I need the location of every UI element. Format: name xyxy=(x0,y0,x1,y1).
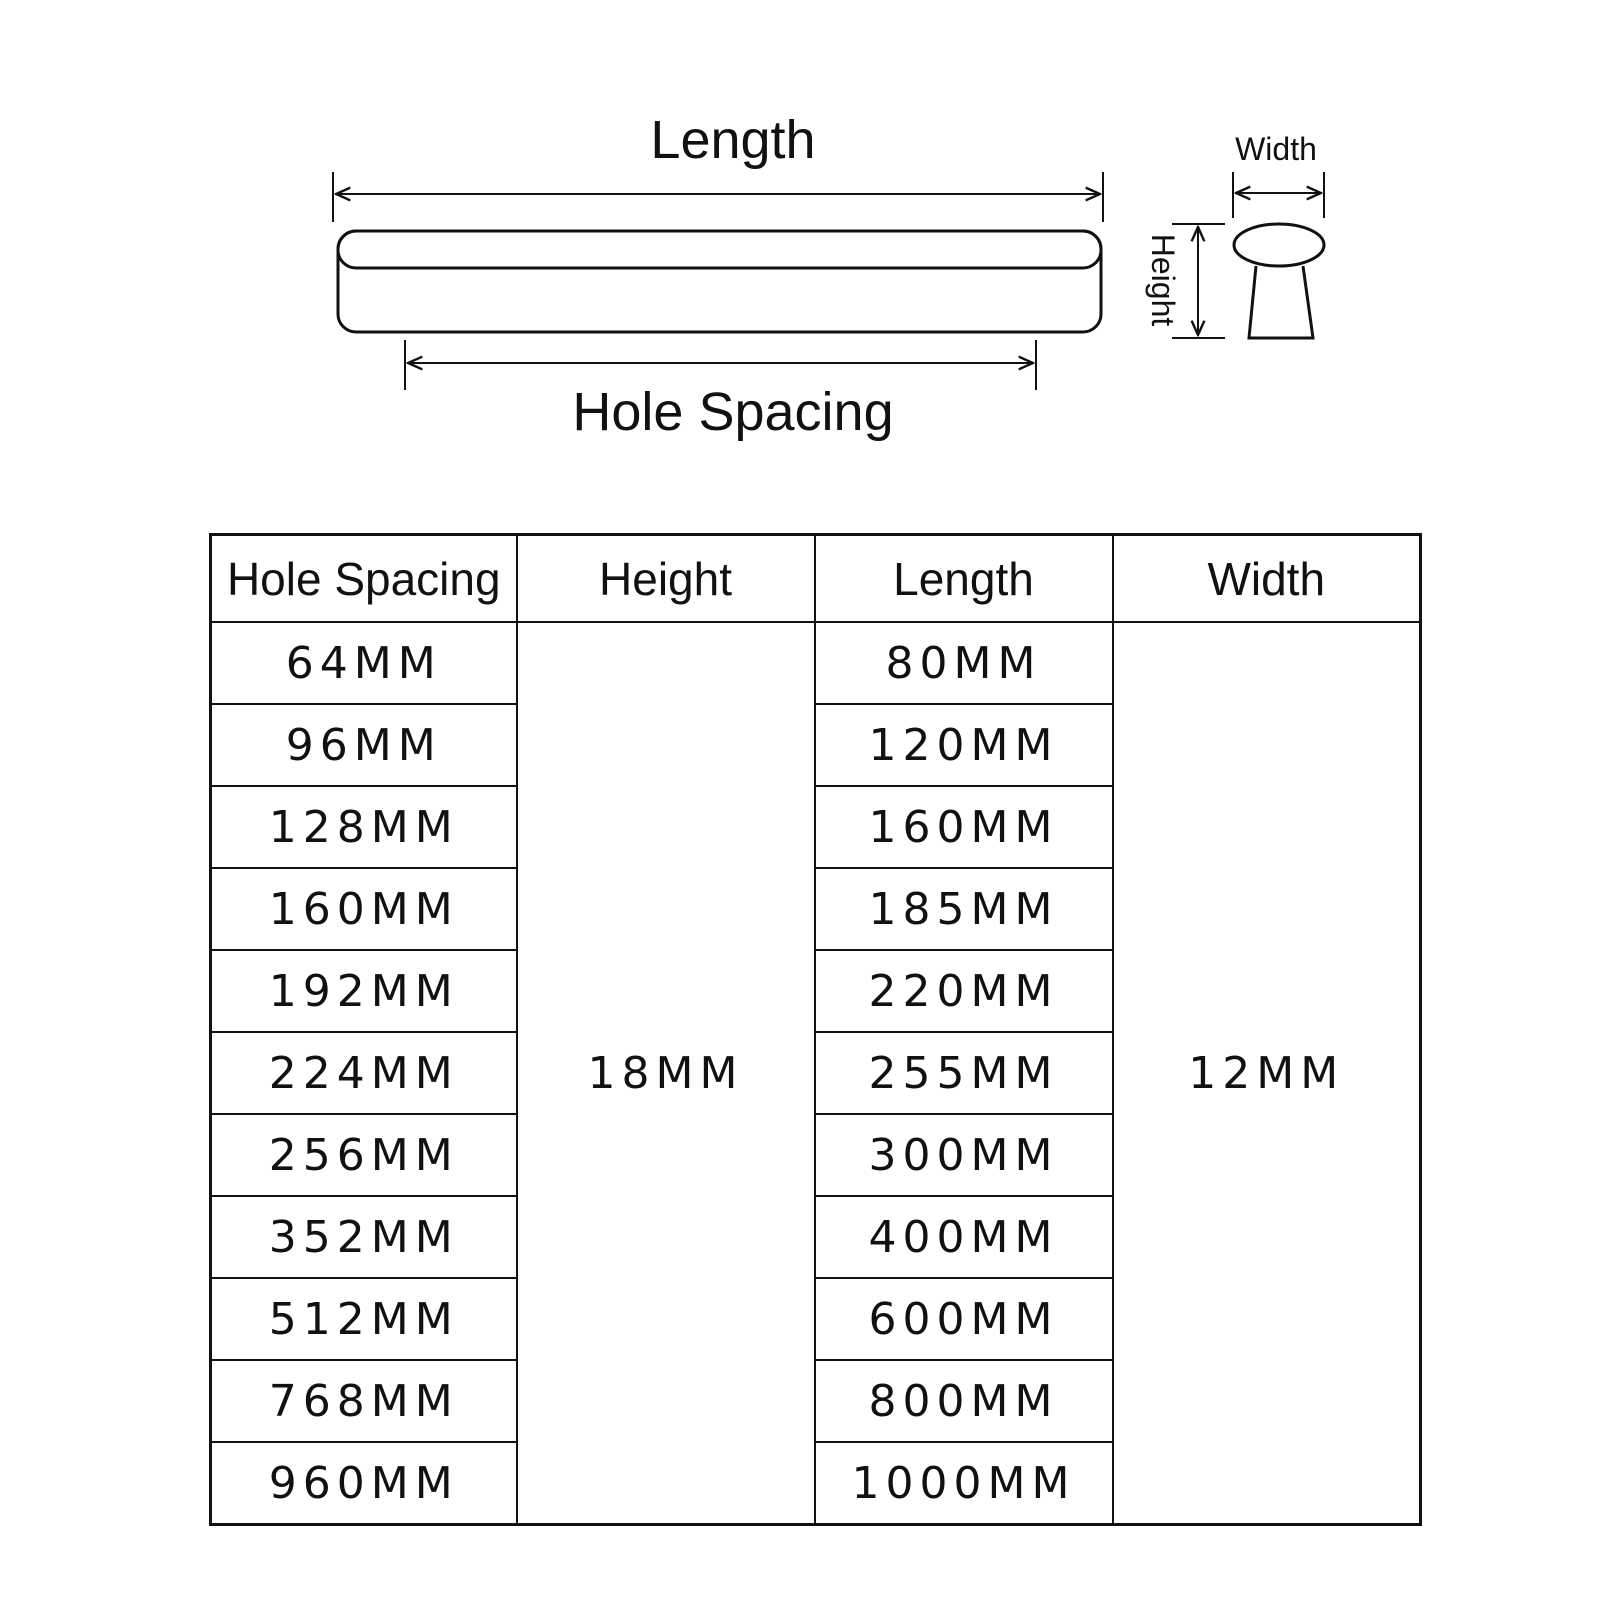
hole-spacing-cell: 64MM xyxy=(211,622,517,704)
length-cell: 120MM xyxy=(815,704,1113,786)
hole-spacing-cell: 224MM xyxy=(211,1032,517,1114)
height-cell: 18MM xyxy=(517,622,815,1525)
hole-spacing-cell: 512MM xyxy=(211,1278,517,1360)
length-label: Length xyxy=(650,110,816,170)
length-cell: 80MM xyxy=(815,622,1113,704)
hole-spacing-cell: 256MM xyxy=(211,1114,517,1196)
table-header-row xyxy=(211,535,1421,623)
header-height: Height xyxy=(517,535,815,623)
width-cell: 12MM xyxy=(1113,622,1421,1525)
header-length: Length xyxy=(815,535,1113,623)
length-cell: 255MM xyxy=(815,1032,1113,1114)
length-cell: 185MM xyxy=(815,868,1113,950)
handle-end-view xyxy=(1234,224,1324,338)
length-cell: 600MM xyxy=(815,1278,1113,1360)
hole-spacing-cell: 768MM xyxy=(211,1360,517,1442)
height-label: Height xyxy=(1145,233,1181,327)
length-cell: 220MM xyxy=(815,950,1113,1032)
hole-spacing-cell: 192MM xyxy=(211,950,517,1032)
hole-spacing-cell: 128MM xyxy=(211,786,517,868)
table-row xyxy=(211,622,1421,704)
handle-dimension-diagram xyxy=(0,0,1600,480)
length-cell: 160MM xyxy=(815,786,1113,868)
handle-side-view xyxy=(338,231,1101,332)
length-cell: 800MM xyxy=(815,1360,1113,1442)
hole-spacing-cell: 352MM xyxy=(211,1196,517,1278)
width-label: Width xyxy=(1235,131,1317,167)
header-width: Width xyxy=(1113,535,1421,623)
hole-spacing-cell: 960MM xyxy=(211,1442,517,1525)
length-cell: 400MM xyxy=(815,1196,1113,1278)
header-hole-spacing: Hole Spacing xyxy=(211,535,517,623)
length-cell: 300MM xyxy=(815,1114,1113,1196)
hole-spacing-cell: 160MM xyxy=(211,868,517,950)
dimension-table xyxy=(209,533,1422,1526)
hole-spacing-cell: 96MM xyxy=(211,704,517,786)
hole-spacing-label: Hole Spacing xyxy=(572,382,894,442)
length-cell: 1000MM xyxy=(815,1442,1113,1525)
